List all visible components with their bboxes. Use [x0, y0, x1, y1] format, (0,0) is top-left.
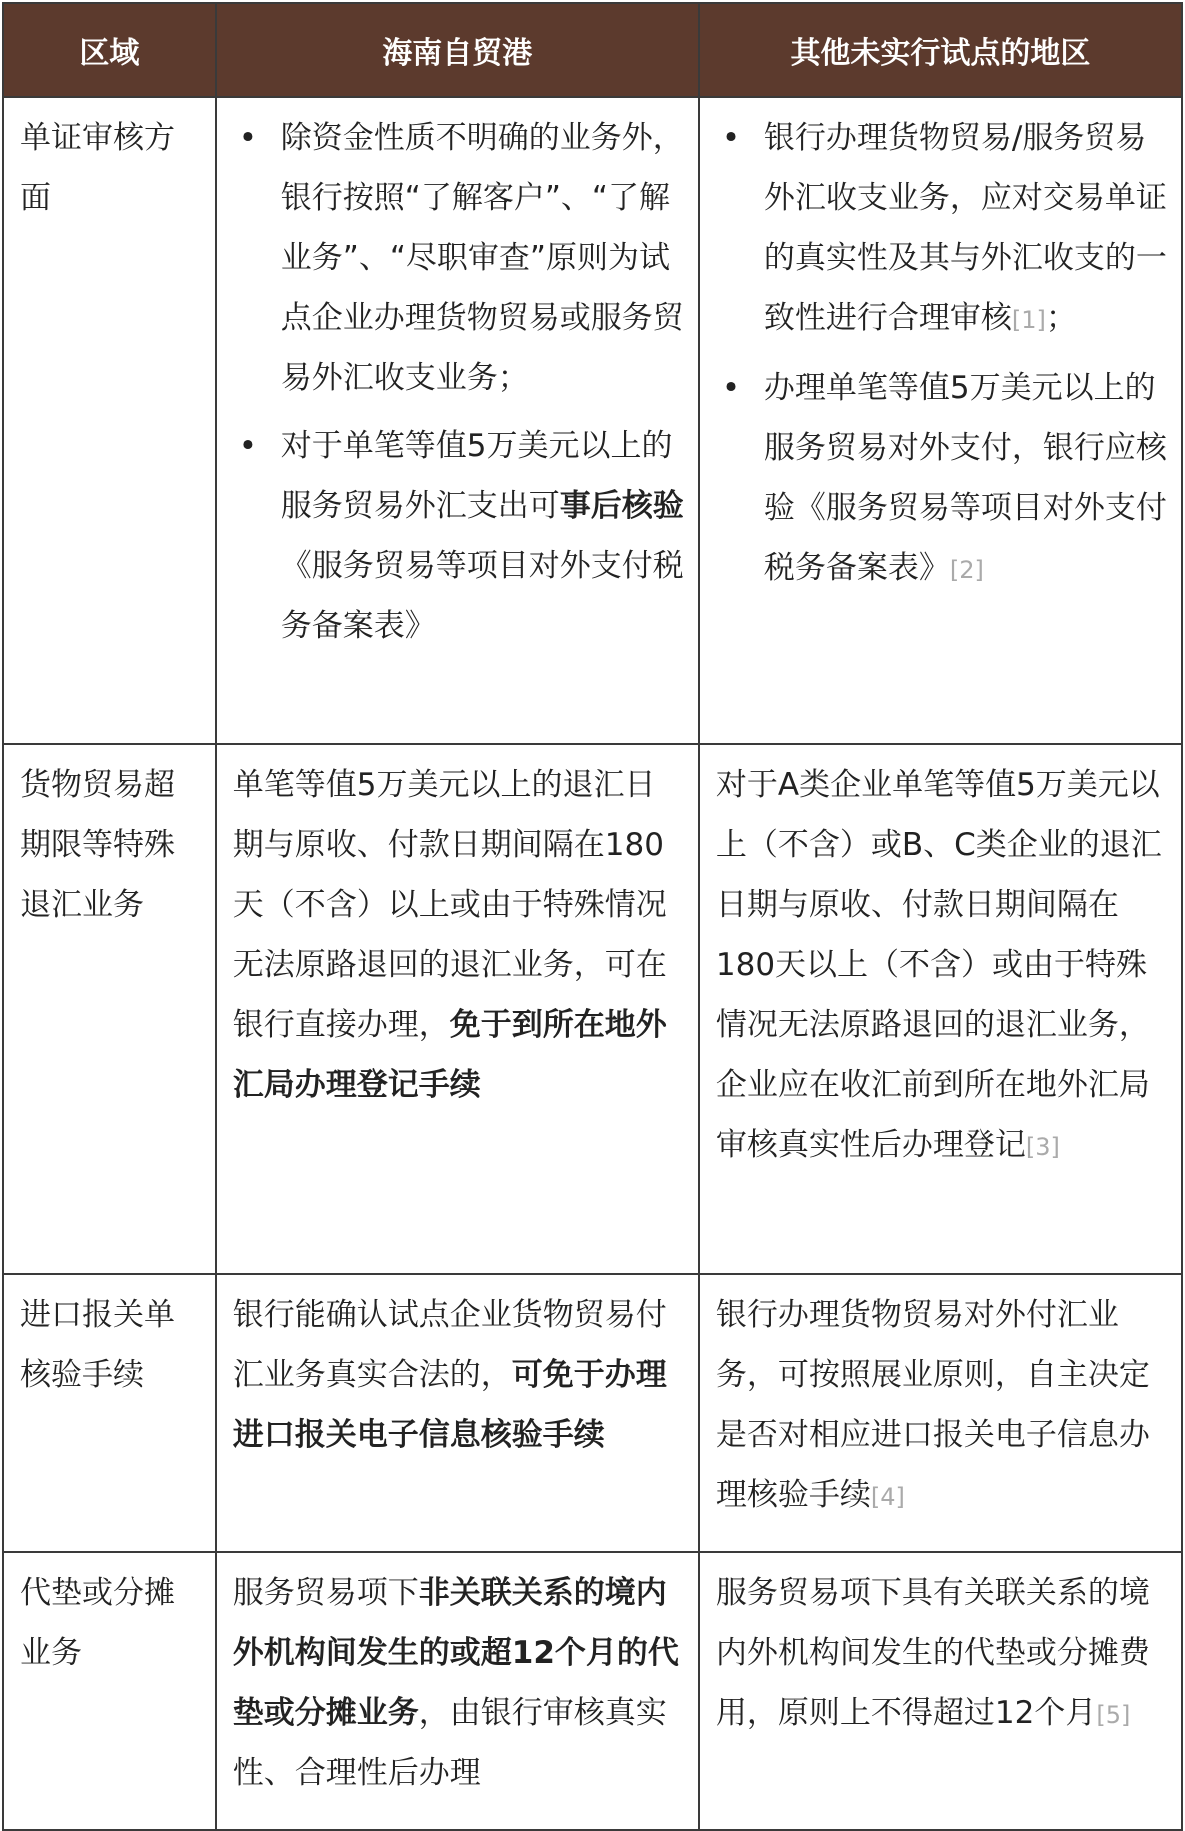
header-region: 区域 — [3, 3, 216, 97]
table-row — [3, 97, 1182, 744]
hainan-cell — [216, 1552, 699, 1830]
hainan-cell — [216, 744, 699, 1274]
table-row — [3, 1552, 1182, 1830]
list-item — [233, 108, 684, 408]
header-hainan: 海南自贸港 — [216, 3, 699, 97]
cell-bold-text: 免于到所在地外汇局办理登记手续 — [232, 1007, 667, 1103]
item-text: 银行办理货物贸易/服务贸易外汇收支业务，应对交易单证的真实性及其与外汇收支的一致性进行合理审核 — [763, 120, 1167, 336]
footnote-ref[interactable]: [1] — [1011, 306, 1046, 334]
hainan-cell — [216, 97, 699, 744]
list-item — [233, 416, 684, 656]
comparison-table — [2, 2, 1183, 1831]
footnote-ref[interactable]: [2] — [949, 556, 984, 584]
cell-bold-text: 非关联关系的境内外机构间发生的或超12个月的代垫或分摊业务 — [232, 1575, 679, 1731]
item-text: 对于单笔等值5万美元以上的服务贸易外汇支出可 — [280, 428, 673, 524]
region-cell: 代垫或分摊业务 — [3, 1552, 216, 1830]
cell-text: 服务贸易项下具有关联关系的境内外机构间发生的代垫或分摊费用，原则上不得超过12个月 — [715, 1575, 1150, 1731]
cell-text: 银行能确认试点企业货物贸易付汇业务真实合法的， — [232, 1297, 667, 1393]
item-bold-text: 事后核验 — [559, 488, 684, 524]
cell-text: 服务贸易项下 — [232, 1575, 419, 1611]
item-text: ； — [1045, 300, 1077, 336]
other-cell — [699, 97, 1182, 744]
header-row — [3, 3, 1182, 97]
region-cell: 货物贸易超期限等特殊退汇业务 — [3, 744, 216, 1274]
table-row — [3, 744, 1182, 1274]
hainan-cell — [216, 1274, 699, 1552]
footnote-ref[interactable]: [3] — [1025, 1133, 1060, 1161]
other-cell — [699, 1552, 1182, 1830]
cell-text: ，由银行审核真实性、合理性后办理 — [232, 1695, 667, 1791]
footnote-ref[interactable]: [4] — [870, 1483, 905, 1511]
list-item — [716, 358, 1167, 600]
cell-bold-text: 可免于办理进口报关电子信息核验手续 — [232, 1357, 667, 1453]
cell-text: 单笔等值5万美元以上的退汇日期与原收、付款日期间隔在180天（不含）以上或由于特殊情况无法原路退回的退汇业务，可在银行直接办理， — [232, 767, 667, 1043]
other-cell — [699, 744, 1182, 1274]
region-cell: 单证审核方面 — [3, 97, 216, 744]
other-cell — [699, 1274, 1182, 1552]
bullet-list — [716, 108, 1167, 600]
cell-text: 银行办理货物贸易对外付汇业务，可按照展业原则，自主决定是否对相应进口报关电子信息办理核验手续 — [715, 1297, 1150, 1513]
list-item — [716, 108, 1167, 350]
item-text: 《服务贸易等项目对外支付税务备案表》 — [280, 548, 684, 644]
cell-text: 对于A类企业单笔等值5万美元以上（不含）或B、C类企业的退汇日期与原收、付款日期间隔在180天以上（不含）或由于特殊情况无法原路退回的退汇业务，企业应在收汇前到所在地外汇局审核真实性后办理登记 — [715, 767, 1162, 1163]
bullet-list — [233, 108, 684, 656]
region-cell: 进口报关单核验手续 — [3, 1274, 216, 1552]
header-other: 其他未实行试点的地区 — [699, 3, 1182, 97]
footnote-ref[interactable]: [5] — [1096, 1701, 1131, 1729]
item-text: 除资金性质不明确的业务外，银行按照“了解客户”、“了解业务”、“尽职审查”原则为试点企业办理货物贸易或服务贸易外汇收支业务； — [280, 120, 684, 396]
table-row — [3, 1274, 1182, 1552]
item-text: 办理单笔等值5万美元以上的服务贸易对外支付，银行应核验《服务贸易等项目对外支付税务备案表》 — [763, 370, 1167, 586]
